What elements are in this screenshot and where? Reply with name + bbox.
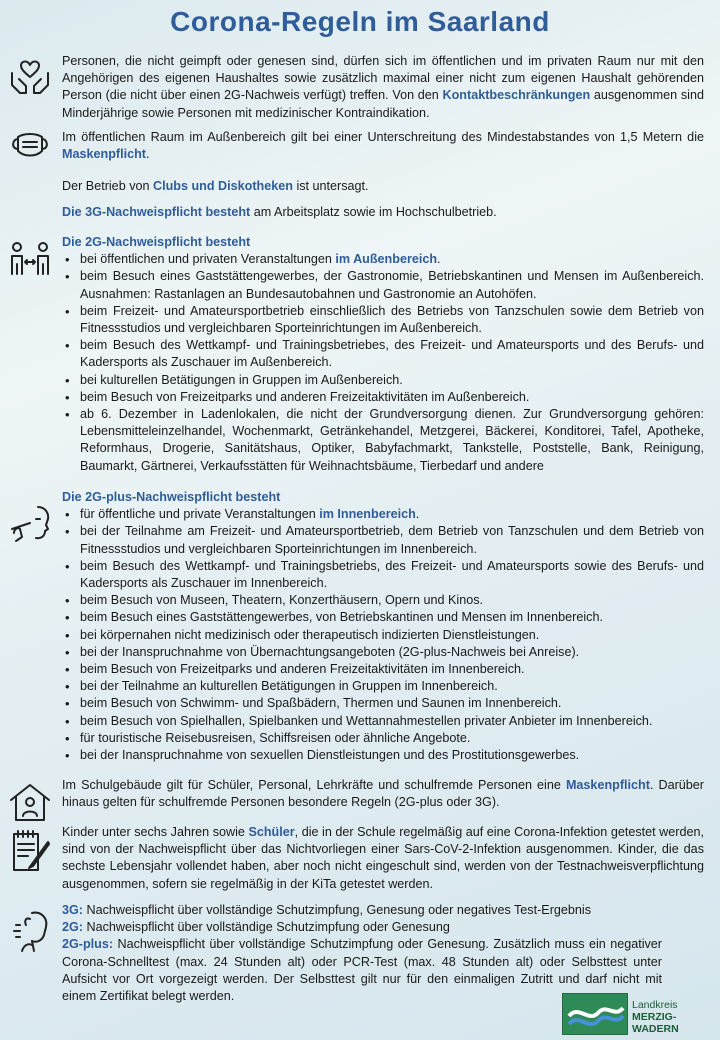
logo-line-2: MERZIG-WADERN [632, 1011, 679, 1035]
2g-plus-section [62, 489, 704, 764]
definition-3g: 3G: Nachweispflicht über vollständige Schutzimpfung, Genesung oder negatives Test-Ergebnis [62, 903, 592, 917]
list-item: • beim Besuch von Freizeitparks und anderen Freizeitaktivitäten im Außenbereich. [62, 389, 704, 406]
school-mask-paragraph [62, 777, 704, 811]
list-item: • beim Besuch des Wettkampf- und Trainingsbetriebes, des Freizeit- und Amateursports und des Berufs- und Kadersports als Zuschauer im Außenbereich. [62, 337, 704, 371]
list-item: • beim Besuch des Wettkampf- und Trainingsbetriebs, des Freizeit- und Amateursports sowie des Berufs- und Kadersports als Zuschauer im Innenbereich. [62, 558, 704, 592]
text: . Darüber hinaus gelten für schulfremde Personen besondere Regeln (2G-plus oder 3G). [62, 778, 704, 810]
text: , die in der Schule regelmäßig auf eine Corona-Infektion getestet werden, sind von der Nachweispflicht über das Nichtvorliegen einer Sars-CoV-2-Infektion ausgenommen. Kinder, die das sechste Lebensjahr vollendet haben, aber noch nicht eingeschult sind, werden von der Testnachweisverpflichtung ausgenommen, sofern sie regelmäßig in der KiTa getestet werden. [62, 825, 704, 891]
2g-list [62, 251, 704, 475]
text: . [145, 147, 150, 162]
list-item: • bei kulturellen Betätigungen in Gruppen im Außenbereich. [62, 372, 704, 389]
definitions-block [62, 902, 662, 1005]
list-item: • beim Besuch von Museen, Theatern, Konzerthäusern, Opern und Kinos. [62, 592, 704, 609]
2g-plus-list [62, 506, 704, 764]
list-item: • bei der Teilnahme an kulturellen Betätigungen in Gruppen im Innenbereich. [62, 678, 704, 695]
landkreis-logo [562, 993, 712, 1035]
text: Der Betrieb von [62, 179, 153, 193]
landkreis-emblem-icon [562, 993, 628, 1035]
clubs-paragraph [62, 178, 704, 195]
text: Personen, die nicht geimpft oder genesen sind, dürfen sich im öffentlichen und im privaten Raum nur mit den Angehörigen des eigenen Haushaltes sowie zusätzlich maximal einer nicht zum eigenen Haushalt gehörenden Person (die nicht über einen 2G-Nachweis verfügt) treffen. Von den [62, 54, 704, 103]
text: Im Schulgebäude gilt für Schüler, Personal, Lehrkräfte und schulfremde Personen eine [62, 778, 566, 792]
page-title: Corona-Regeln im Saarland [170, 6, 550, 37]
kontaktbeschraenkungen-highlight: Kontaktbeschränkungen [442, 88, 591, 103]
list-item: • bei der Inanspruchnahme von sexuellen Dienstleistungen und des Prostitutionsgewerbes. [62, 747, 704, 764]
text: am Arbeitsplatz sowie im Hochschulbetrieb. [250, 205, 497, 219]
list-item: • beim Besuch von Freizeitparks und anderen Freizeitaktivitäten im Innenbereich. [62, 661, 704, 678]
list-item: • ab 6. Dezember in Ladenlokalen, die nicht der Grundversorgung dienen. Zur Grundversorgung gehören: Lebensmitteleinzelhandel, Wochenmarkt, Getränkehandel, Metzgerei, Bäckerei, Konditorei, Tafel, Apotheke, Reformhaus, Drogerie, Sanitätshaus, Optiker, Babyfachmarkt, Tankstelle, Poststelle, Bank, Reinigung, Baumarkt, Gärtnerei, Verkaufsstätten für Weihnachtsbäume, Tierbedarf und andere [62, 406, 704, 475]
3g-highlight: Die 3G-Nachweispflicht besteht [62, 205, 251, 219]
list-item: • beim Freizeit- und Amateursportbetrieb einschließlich des Betriebs von Tanzschulen sowie dem Betrieb von Fitnessstudios und vergleichbaren Sporteinrichtungen im Außenbereich. [62, 303, 704, 337]
logo-line-1: Landkreis [632, 999, 678, 1011]
text: ausgenommen sind Minderjährige sowie Personen mit medizinischer Kontraindikation. [62, 88, 704, 120]
text: ist untersagt. [292, 179, 369, 193]
text: Im öffentlichen Raum im Außenbereich gilt bei einer Unterschreitung des Mindestabstandes von 1,5 Metern die [62, 130, 704, 144]
schueler-highlight: Schüler [248, 825, 295, 839]
person-sneeze-icon [8, 905, 52, 953]
house-person-icon [8, 780, 52, 824]
list-item: • für touristische Reisebusreisen, Schiffsreisen oder ähnliche Angebote. [62, 730, 704, 747]
definition-2g-plus: 2G-plus: Nachweispflicht über vollständige Schutzimpfung oder Genesung. Zusätzlich muss ein negativer Corona-Schnelltest (max. 24 Stunden alt) oder PCR-Test (max. 48 Stunden alt) oder Selbsttest unter Aufsicht vor Ort vorgezeigt werden. Der Selbsttest gilt nur für den einmaligen Zutritt und darf nicht mit einem Zertifikat belegt werden. [62, 937, 662, 1004]
maskenpflicht-highlight: Maskenpflicht [62, 147, 146, 162]
aussenbereich-highlight: im Außenbereich [335, 252, 438, 267]
list-item: • für öffentliche und private Veranstaltungen im Innenbereich. [62, 506, 704, 523]
swab-test-icon [8, 503, 52, 543]
mask-icon [8, 125, 52, 165]
mask-outdoor-paragraph [62, 129, 704, 163]
2g-section [62, 234, 704, 475]
innenbereich-highlight: im Innenbereich [319, 507, 416, 522]
2g-heading: Die 2G-Nachweispflicht besteht [62, 235, 251, 249]
distance-people-icon [8, 240, 52, 280]
3g-paragraph [62, 204, 704, 221]
text: Kinder unter sechs Jahren sowie [62, 825, 249, 839]
definition-2g: 2G: Nachweispflicht über vollständige Schutzimpfung oder Genesung [62, 920, 450, 935]
hands-heart-icon [8, 55, 52, 99]
list-item: • bei öffentlichen und privaten Veranstaltungen im Außenbereich. [62, 251, 704, 268]
contact-restrictions-paragraph [62, 53, 704, 122]
clipboard-pen-icon [8, 828, 52, 876]
maskenpflicht-highlight: Maskenpflicht [565, 778, 650, 792]
clubs-highlight: Clubs und Diskotheken [153, 179, 293, 193]
children-exemption-paragraph [62, 824, 704, 893]
list-item: • beim Besuch eines Gaststättengewerbes, von Betriebskantinen und Mensen im Innenbereich. [62, 609, 704, 626]
list-item: • bei der Inanspruchnahme von Übernachtungsangeboten (2G-plus-Nachweis bei Anreise). [62, 644, 704, 661]
list-item: • beim Besuch eines Gaststättengewerbes, der Gastronomie, Betriebskantinen und Mensen im Außenbereich. Ausnahmen: Rastanlagen an Bundesautobahnen und Gastronomie an Autohöfen. [62, 268, 704, 302]
list-item: • beim Besuch von Spielhallen, Spielbanken und Wettannahmestellen privater Anbieter im Innenbereich. [62, 713, 704, 730]
2g-plus-heading: Die 2G-plus-Nachweispflicht besteht [62, 490, 281, 504]
list-item: • bei der Teilnahme am Freizeit- und Amateursportbetrieb, dem Betrieb von Tanzschulen und dem Betrieb von Fitnessstudios und vergleichbaren Sporteinrichtungen im Innenbereich. [62, 523, 704, 557]
list-item: • beim Besuch von Schwimm- und Spaßbädern, Thermen und Saunen im Innenbereich. [62, 695, 704, 712]
list-item: • bei körpernahen nicht medizinisch oder therapeutisch indizierten Dienstleistungen. [62, 627, 704, 644]
